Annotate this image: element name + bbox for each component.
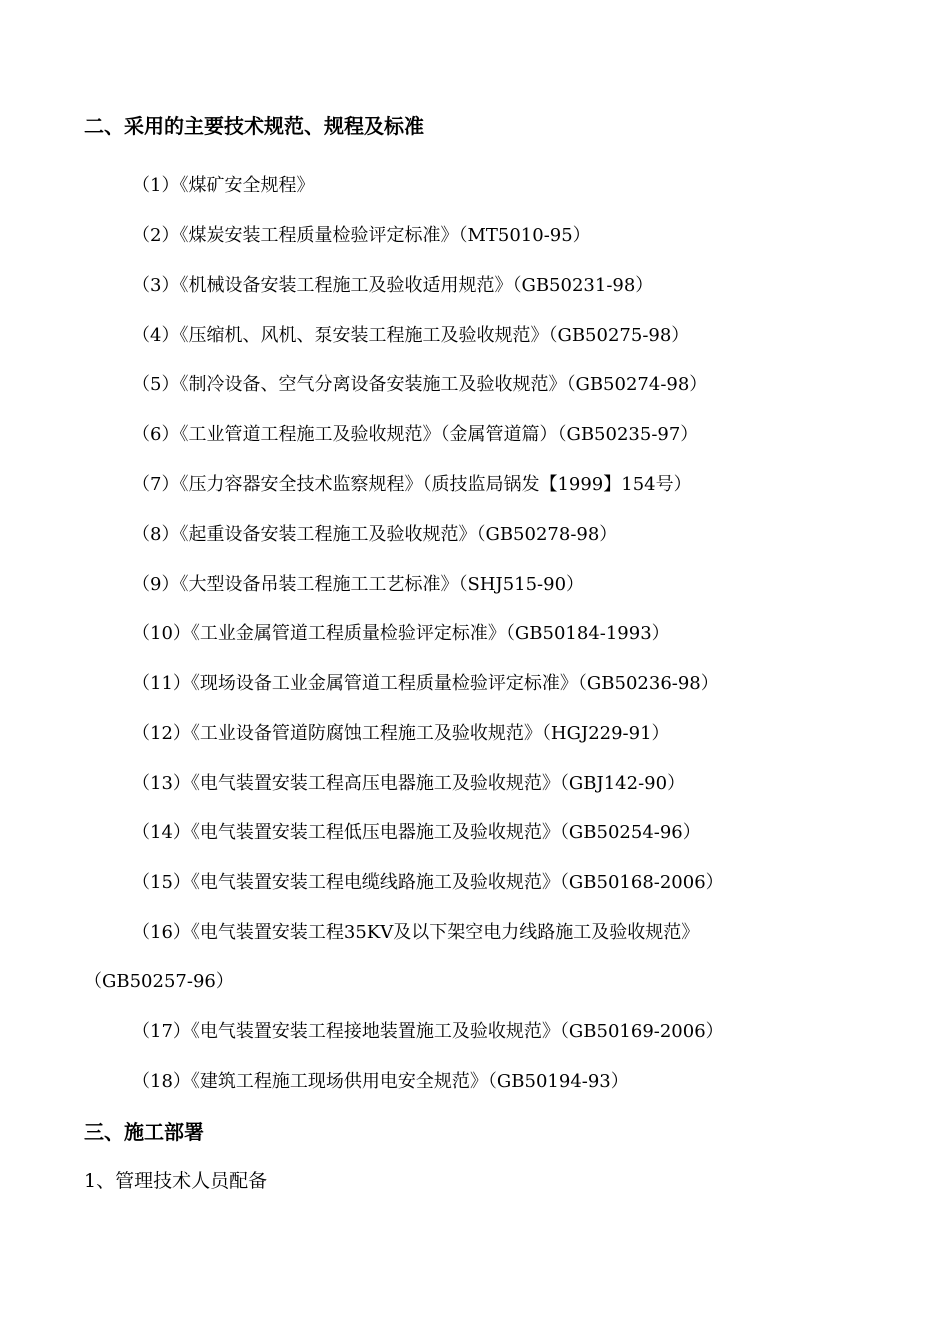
standard-item-13: （13）《电气装置安装工程高压电器施工及验收规范》（GBJ142-90） bbox=[132, 773, 686, 794]
standard-item-12: （12）《工业设备管道防腐蚀工程施工及验收规范》（HGJ229-91） bbox=[132, 723, 670, 744]
standard-item-18: （18）《建筑工程施工现场供用电安全规范》（GB50194-93） bbox=[132, 1071, 629, 1092]
standard-item-10: （10）《工业金属管道工程质量检验评定标准》（GB50184-1993） bbox=[132, 623, 670, 644]
section-3-item-1: 1、管理技术人员配备 bbox=[84, 1170, 268, 1192]
standard-item-6: （6）《工业管道工程施工及验收规范》（金属管道篇）（GB50235-97） bbox=[132, 424, 699, 445]
standard-item-8: （8）《起重设备安装工程施工及验收规范》（GB50278-98） bbox=[132, 524, 618, 545]
standard-item-2: （2）《煤炭安装工程质量检验评定标准》（MT5010-95） bbox=[132, 225, 591, 246]
standard-item-11: （11）《现场设备工业金属管道工程质量检验评定标准》（GB50236-98） bbox=[132, 673, 719, 694]
section-2-title: 二、采用的主要技术规范、规程及标准 bbox=[84, 114, 424, 138]
standard-item-4: （4）《压缩机、风机、泵安装工程施工及验收规范》（GB50275-98） bbox=[132, 325, 690, 346]
standard-item-1: （1）《煤矿安全规程》 bbox=[132, 175, 315, 196]
section-3-title: 三、施工部署 bbox=[84, 1120, 204, 1144]
standard-item-3: （3）《机械设备安装工程施工及验收适用规范》（GB50231-98） bbox=[132, 275, 654, 296]
standard-item-16-continued: （GB50257-96） bbox=[84, 971, 234, 992]
standard-item-5: （5）《制冷设备、空气分离设备安装施工及验收规范》（GB50274-98） bbox=[132, 374, 708, 395]
standard-item-9: （9）《大型设备吊装工程施工工艺标准》（SHJ515-90） bbox=[132, 574, 585, 595]
standard-item-17: （17）《电气装置安装工程接地装置施工及验收规范》（GB50169-2006） bbox=[132, 1021, 724, 1042]
standard-item-7: （7）《压力容器安全技术监察规程》（质技监局锅发【1999】154号） bbox=[132, 474, 692, 495]
standard-item-15: （15）《电气装置安装工程电缆线路施工及验收规范》（GB50168-2006） bbox=[132, 872, 724, 893]
standard-item-16: （16）《电气装置安装工程35KV及以下架空电力线路施工及验收规范》 bbox=[132, 922, 700, 943]
standard-item-14: （14）《电气装置安装工程低压电器施工及验收规范》（GB50254-96） bbox=[132, 822, 701, 843]
